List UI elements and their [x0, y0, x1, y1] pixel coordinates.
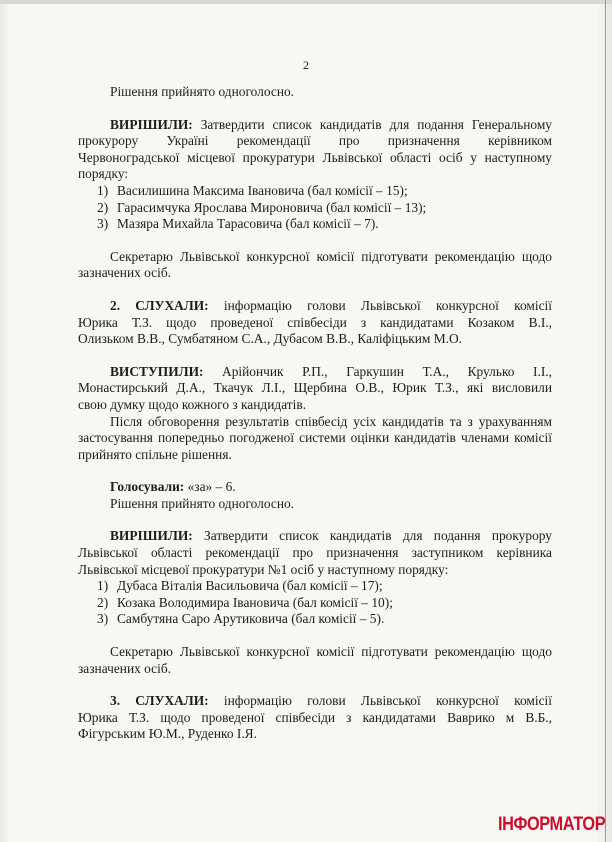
- secretary-instruction-1: Секретарю Львівської конкурсної комісії підготувати рекомендацію щодо зазначених осіб.: [78, 248, 552, 281]
- page-number: 2: [303, 58, 309, 72]
- document-body: [78, 84, 552, 743]
- heard-block-3: 3. СЛУХАЛИ: інформацію голови Львівської конкурсної комісії Юрика Т.З. щодо проведеної співбесіди з кандидатами Ваврико м В.Б., Фігурським Ю.М., Руденко І.Я.: [78, 693, 552, 742]
- list-item: 3) Мазяра Михайла Тарасовича (бал комісії – 7).: [97, 216, 379, 232]
- heard-label: 2. СЛУХАЛИ:: [110, 297, 209, 313]
- list-item: 2) Гарасимчука Ярослава Мироновича (бал комісії – 13);: [97, 199, 427, 215]
- resolution-1-line-4: порядку:: [78, 166, 129, 182]
- secretary-instruction-2: Секретарю Львівської конкурсної комісії підготувати рекомендацію щодо зазначених осіб.: [78, 644, 552, 676]
- after-discussion: Після обговорення результатів співбесід усіх кандидатів та з урахуванням: [110, 413, 552, 429]
- vote-value: «за» – 6.: [184, 479, 236, 495]
- spoke-label: ВИСТУПИЛИ:: [110, 363, 204, 379]
- list-item: 1) Василишина Максима Івановича (бал комісії – 15);: [97, 182, 408, 198]
- informator-watermark: ІНФОРМАТОР: [498, 814, 606, 835]
- scan-right-edge: [605, 0, 606, 842]
- resolution-1-line-2: прокурору Україні рекомендації про призначення керівником: [78, 133, 552, 149]
- list-item: 2) Козака Володимира Івановича (бал комісії – 10);: [97, 594, 393, 610]
- scan-top-edge: [0, 0, 612, 4]
- vote-decision: Рішення прийнято одноголосно.: [110, 495, 295, 511]
- vote-block: [78, 479, 552, 512]
- resolution-label: ВИРІШИЛИ:: [110, 116, 193, 132]
- list-item: 3) Самбутяна Саро Арутиковича (бал комісії – 5).: [97, 611, 385, 627]
- decision-unanimous: Рішення прийнято одноголосно.: [110, 84, 295, 99]
- resolution-1-line-3: Червоноградської місцевої прокуратури Львівської області осіб у наступному: [78, 149, 552, 165]
- spoke-block: ВИСТУПИЛИ: Арійончик Р.П., Гаркушин Т.А., Крулько І.І., Монастирський Д.А., Ткачук Л.І., Щербина О.В., Юрик Т.З., які висловили свою думку щодо кожного з кандидатів. Після обговорення результатів співбесід усіх кандидатів та з урахуванням застосування попередньо погодженої системи оцінки кандидатів членами комісії прийнято спільне рішення.: [78, 363, 552, 462]
- list-item: 1) Дубаса Віталія Васильовича (бал комісії – 17);: [97, 578, 383, 594]
- heard-block-2: 2. СЛУХАЛИ: інформацію голови Львівської конкурсної комісії Юрика Т.З. щодо проведеної співбесіди з кандидатами Козаком В.І., Олизьком В.В., Сумбатяном С.А., Дубасом В.В., Каліфіцьким М.О.: [78, 297, 552, 347]
- resolution-1-line-1: ВИРІШИЛИ: Затвердити список кандидатів для подання Генеральному: [110, 116, 552, 132]
- resolution-block-1: [78, 117, 552, 233]
- vote-label: Голосували:: [110, 479, 185, 495]
- resolution-label: ВИРІШИЛИ:: [110, 528, 193, 544]
- heard-label: 3. СЛУХАЛИ:: [110, 693, 209, 709]
- resolution-block-2: ВИРІШИЛИ: Затвердити список кандидатів для подання прокурору Львівської області рекомендації про призначення заступником керівника Львівської місцевої прокуратури №1 осіб у наступному порядку: 1) Дубаса Віталія Васильовича (бал комісії – 17); 2) Козака Володимира Івановича (бал комісії – 10); 3) Самбутяна Саро Арутиковича (бал комісії – 5).: [78, 528, 552, 627]
